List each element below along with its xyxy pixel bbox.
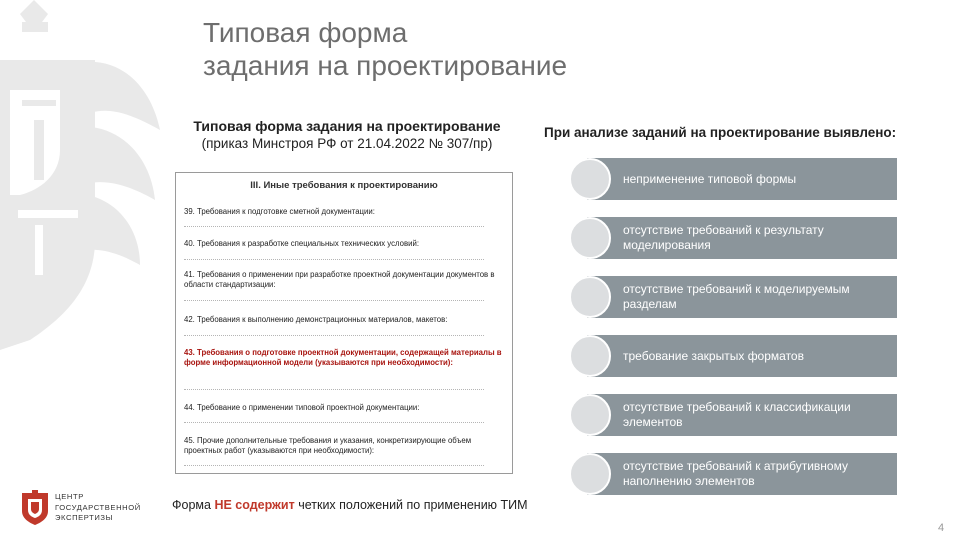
- document-fill-line: [184, 422, 484, 423]
- finding-text: отсутствие требований к моделируемым разделам: [623, 282, 850, 311]
- document-item-42: 42. Требования к выполнению демонстрационных материалов, макетов:: [184, 315, 448, 324]
- finding-item: [569, 276, 899, 318]
- bottom-note-emphasis: НЕ содержит: [214, 498, 295, 512]
- finding-item: [569, 158, 899, 200]
- bullet-circle-icon: [569, 453, 611, 495]
- bullet-circle-icon: [569, 217, 611, 259]
- document-fill-line: [184, 335, 484, 336]
- organization-logo-icon: [20, 489, 50, 525]
- page-number: 4: [938, 522, 945, 534]
- bottom-note-prefix: Форма: [172, 498, 215, 512]
- document-item-40: 40. Требования к разработке специальных технических условий:: [184, 239, 420, 248]
- form-document-excerpt: [175, 172, 513, 474]
- finding-text: отсутствие требований к классификации элементов: [623, 400, 851, 429]
- finding-item: [569, 394, 899, 436]
- organization-name-line-3: ЭКСПЕРТИЗЫ: [55, 513, 113, 522]
- finding-text: требование закрытых форматов: [623, 348, 804, 363]
- finding-item: [569, 335, 899, 377]
- document-item-41: 41. Требования о применении при разработке проектной документации документов в области стандартизации:: [184, 270, 495, 289]
- document-fill-line: [184, 465, 484, 466]
- form-caption-reference: (приказ Минстроя РФ от 21.04.2022 № 307/пр): [201, 136, 493, 151]
- bullet-circle-icon: [569, 394, 611, 436]
- finding-item: [569, 217, 899, 259]
- document-fill-line: [184, 300, 484, 301]
- document-item-39: 39. Требования к подготовке сметной документации:: [184, 207, 375, 216]
- form-caption-title: Типовая форма задания на проектирование: [193, 118, 501, 134]
- slide-title-line-2: задания на проектирование: [203, 50, 568, 81]
- bullet-circle-icon: [569, 276, 611, 318]
- finding-item: [569, 453, 899, 495]
- finding-text: неприменение типовой формы: [623, 171, 797, 186]
- coat-of-arms-watermark-icon: [0, 0, 180, 350]
- organization-name-line-2: ГОСУДАРСТВЕННОЙ: [55, 502, 141, 512]
- finding-text: отсутствие требований к атрибутивному наполнению элементов: [623, 459, 848, 488]
- organization-name-line-1: ЦЕНТР: [55, 492, 84, 501]
- document-fill-line: [184, 259, 484, 260]
- bullet-circle-icon: [569, 158, 611, 200]
- slide-title-line-1: Типовая форма: [203, 17, 408, 48]
- organization-name: [55, 492, 141, 524]
- form-caption: [162, 118, 532, 151]
- bullet-circle-icon: [569, 335, 611, 377]
- document-fill-line: [184, 389, 484, 390]
- bottom-note: [172, 498, 528, 512]
- bottom-note-suffix: четких положений по применению ТИМ: [294, 498, 528, 512]
- document-fill-line: [184, 226, 484, 227]
- finding-text: отсутствие требований к результату моделирования: [623, 223, 824, 252]
- document-item-44: 44. Требование о применении типовой проектной документации:: [184, 403, 420, 412]
- document-item-43-highlighted: 43. Требования о подготовке проектной документации, содержащей материалы в форме информационной модели (указываются при необходимости):: [184, 348, 502, 367]
- document-item-45: 45. Прочие дополнительные требования и указания, конкретизирующие объем проектных работ (указываются при необходимости):: [184, 436, 472, 455]
- slide-title: [203, 16, 567, 82]
- findings-title: При анализе заданий на проектирование выявлено:: [544, 125, 897, 140]
- document-section-heading: III. Иные требования к проектированию: [250, 180, 438, 191]
